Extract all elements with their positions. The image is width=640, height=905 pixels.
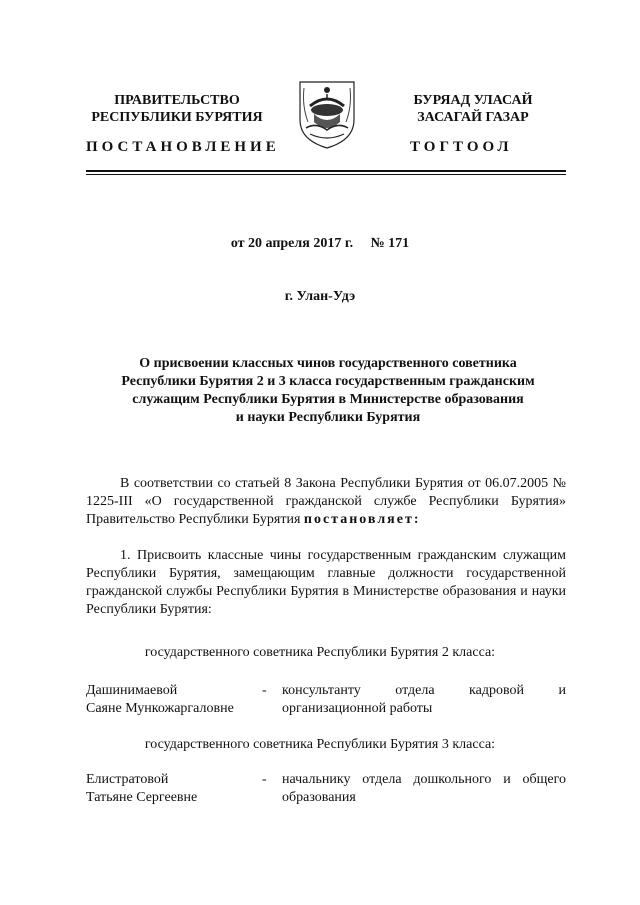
date-number-line xyxy=(0,236,640,252)
preamble-paragraph xyxy=(86,475,566,529)
preamble-verb: постановляет: xyxy=(303,512,421,527)
appointee-surname: Дашинимаевой xyxy=(86,683,178,698)
issuer-russian-line2: РЕСПУБЛИКИ БУРЯТИЯ xyxy=(91,110,263,125)
item-1-paragraph: 1. Присвоить классные чины государственным гражданским служащим Республики Бурятия, замещающим главные должности государственной гражданской службы Республики Бурятия в Министерстве образования и науки Республики Бурятия: xyxy=(86,548,566,617)
title-line: служащим Республики Бурятия в Министерстве образования xyxy=(132,392,524,407)
document-title xyxy=(90,355,566,427)
header-divider-thick xyxy=(86,170,566,172)
issuer-buryat-line1: БУРЯАД УЛАСАЙ xyxy=(413,93,533,108)
doc-type-buryat: ТОГТООЛ xyxy=(410,139,513,155)
document-date: от 20 апреля 2017 г. xyxy=(230,236,354,251)
issuer-russian xyxy=(82,92,272,126)
appointee-position: консультанту отдела кадровой и организационной работы xyxy=(282,683,566,716)
document-city: г. Улан-Удэ xyxy=(284,289,356,304)
appointee-surname: Елистратовой xyxy=(86,772,169,787)
dash-separator: - xyxy=(262,772,267,787)
appointee-name xyxy=(86,771,256,807)
title-line: О присвоении классных чинов государственного советника xyxy=(139,356,517,371)
issuer-russian-line1: ПРАВИТЕЛЬСТВО xyxy=(114,93,240,108)
coat-of-arms-emblem-icon xyxy=(296,76,358,150)
rank-heading: государственного советника Республики Бурятия 3 класса: xyxy=(144,737,496,752)
rank-heading: государственного советника Республики Бурятия 2 класса: xyxy=(144,645,496,660)
title-line: Республики Бурятия 2 и 3 класса государственным гражданским xyxy=(121,374,535,389)
dash-separator: - xyxy=(262,683,267,698)
preamble-text: В соответствии со статьей 8 Закона Республики Бурятия от 06.07.2005 № 1225-III «О государственной гражданской службе Республики Бурятия» Правительство Республики Бурятия xyxy=(86,476,566,527)
appointee-position: начальнику отдела дошкольного и общего образования xyxy=(282,772,566,805)
appointee-given-name: Татьяне Сергеевне xyxy=(86,790,198,805)
doc-type-russian: ПОСТАНОВЛЕНИЕ xyxy=(86,139,280,155)
appointee-name xyxy=(86,682,256,718)
appointee-given-name: Саяне Мункожаргаловне xyxy=(86,701,234,716)
issuer-buryat-line2: ЗАСАГАЙ ГАЗАР xyxy=(417,110,529,125)
title-line: и науки Республики Бурятия xyxy=(235,410,421,425)
document-number: № 171 xyxy=(370,236,410,251)
issuer-buryat xyxy=(378,92,568,126)
header-divider-thin xyxy=(86,174,566,175)
